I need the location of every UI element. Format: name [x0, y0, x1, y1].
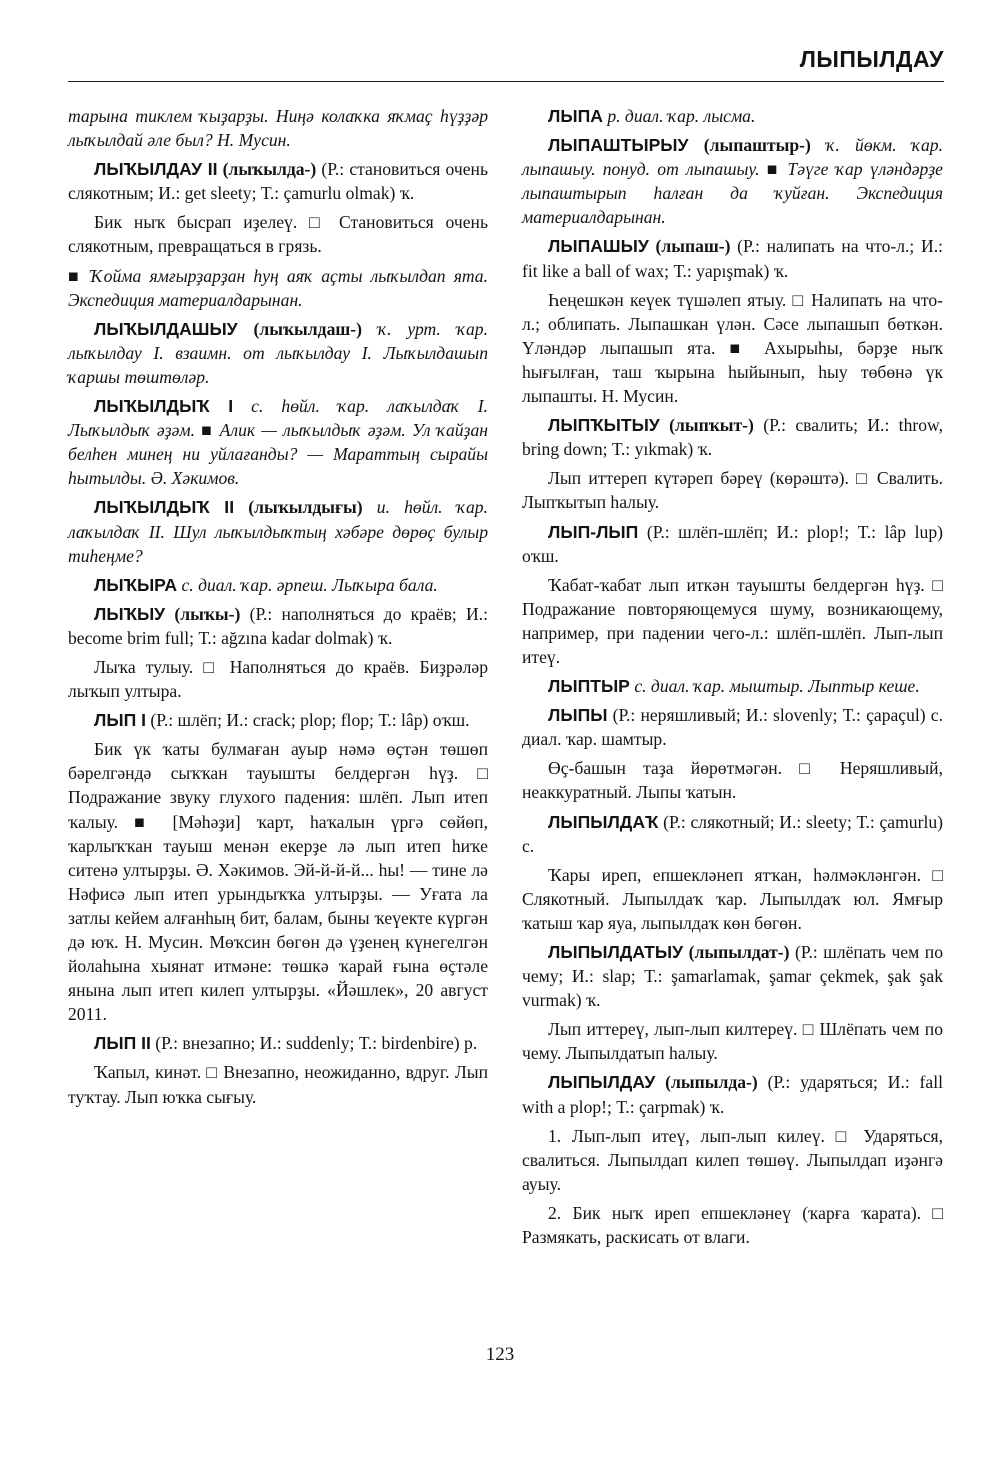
entry-lyp-1: ЛЫП I (Р.: шлёп; И.: crack; plop; flop; Т.: lâp) оҡш.	[94, 710, 470, 731]
entry-lypyldau: ЛЫПЫЛДАУ (лыпылда-) (Р.: ударяться; И.: fall with a plop!; Т.: çarpmak) ҡ.	[522, 1072, 943, 1117]
entry-example: Ҡапыл, кинәт. □ Внезапно, неожиданно, вдруг. Лып туҡтау. Лып юҡка сығыу.	[68, 1062, 488, 1107]
entry-lykyra: ЛЫҠЫРА с. диал. ҡар. әрпеш. Лыҡыра бала.	[94, 574, 438, 595]
entry-example: Бик үк ҡаты булмаған ауыр нәмә өҫтән төшөп бәрелгәндә сыҡҡан тауышты белдергән һүҙ. □ Подражание звуку глухого падения: шлёп. Лып итеп ҡалыу. ■ [Мәһәҙи] ҡарт, һаҡалын үргә сөйөп, ҡарлыҡҡан тауыш менән екерҙе лә лып итеп һиҡе ситенә ултырҙы. Ә. Хәкимов. Эй-й-й-й... һы! — тине лә Нәфисә лып итеп урындыҡҡа ултырҙы. — Уғата ла затлы кейем алғанһың бит, балам, быны ҡеүекте күргән дә юҡ. Н. Мусин. Мөҡсин бөгөн дә үҙенең күнегелгән йолаһына хыянат итмәне: төшкә ҡарай ғына өҫтәле янына лып итеп килеп ултырҙы. «Йәшлек», 20 август 2011.	[68, 739, 488, 1025]
entry-example: Ҡары иреп, епшекләнеп ятҡан, һәлмәкләнгән. □ Слякотный. Лыпылдаҡ ҡар. Лыпылдаҡ юл. Ямғыр ҡатыш ҡар яуа, лыпылдаҡ көн бөгөн.	[522, 864, 943, 933]
entry-sense-1: 1. Лып-лып итеү, лып-лып килеү. □ Ударяться, свалиться. Лыпылдап килеп төшөү. Лыпылдап иҙәнгә ауыу.	[522, 1125, 943, 1194]
entry-lykyldashyu: ЛЫҠЫЛДАШЫУ (лыҡылдаш-) ҡ. урт. ҡар. лыҡылдау I. взаимн. от лыҡылдау I. Лыҡылдашып ҡаршы төштөләр.	[68, 318, 488, 387]
headword: ЛЫПЫ	[548, 705, 608, 726]
entry-example: Бик ныҡ бысрап иҙелеү. □ Становиться очень слякотным, превращаться в грязь.	[68, 212, 488, 257]
entry-example: Өҫ-башын таҙа йөрөтмәгән. □ Неряшливый, неаккуратный. Лыпы ҡатын.	[522, 758, 943, 803]
headword: ЛЫП II	[94, 1033, 151, 1054]
headword: ЛЫПЫЛДАҠ	[548, 811, 659, 832]
headword: ЛЫПЫЛДАУ	[548, 1072, 656, 1093]
entry-lyp-2: ЛЫП II (Р.: внезапно; И.: suddenly; Т.: birdenbire) р.	[94, 1033, 478, 1054]
header-rule	[68, 81, 944, 82]
entry-lyp-lyp: ЛЫП-ЛЫП (Р.: шлёп-шлёп; И.: plop!; Т.: lâp lup) оҡш.	[522, 521, 943, 566]
entry-lypkytyu: ЛЫПҠЫТЫУ (лыпҡыт-) (Р.: свалить; И.: throw, bring down; Т.: yıkmak) ҡ.	[522, 415, 943, 460]
entry-sense-2: 2. Бик ныҡ иреп епшекләнеү (ҡарға ҡарата). □ Размякать, раскисать от влаги.	[522, 1202, 943, 1248]
page-number: 123	[485, 1344, 515, 1365]
headword: ЛЫҠЫЛДАУ II	[94, 159, 218, 180]
entry-example: Лыҡа тулыу. □ Наполняться до краёв. Биҙрәләр лыҡып ултыра.	[68, 656, 488, 702]
entry-lykyldyk-2: ЛЫҠЫЛДЫҠ II (лыҡылдығы) и. һөйл. ҡар. лаҡылдаҡ II. Шул лыҡылдыҡтың хәбәре дөрөҫ булыр тиһеңме?	[68, 497, 488, 566]
headword: ЛЫПҠЫТЫУ	[548, 415, 660, 436]
headword: ЛЫҠЫЛДЫҠ I	[94, 396, 234, 417]
headword: ЛЫҠЫРА	[94, 574, 178, 595]
left-column	[68, 104, 488, 1114]
entry-lykyldyk-1: ЛЫҠЫЛДЫҠ I с. һөйл. ҡар. лаҡылдаҡ I. Лыҡылдыҡ әҙәм. ■ Алик — лыҡылдыҡ әҙәм. Ул ҡайҙан белһен минең ни уйлағанды? — Мараттың сырайы һытылды. Ә. Хәкимов.	[68, 396, 489, 489]
headword: ЛЫПАШТЫРЫУ	[548, 135, 689, 156]
entry-lypyldak: ЛЫПЫЛДАҠ (Р.: слякотный; И.: sleety; Т.: çamurlu) с.	[522, 811, 943, 856]
entry-lyptyr: ЛЫПТЫР с. диал. ҡар. мыштыр. Лыптыр кеше.	[548, 676, 920, 697]
headword: ЛЫПАШЫУ	[548, 236, 649, 257]
entry-example: Лып иттереп күтәреп бәреү (көрәштә). □ Свалить. Лыпҡытып һалыу.	[522, 468, 943, 513]
headword: ЛЫП-ЛЫП	[548, 521, 639, 542]
entry-example: Лып иттереү, лып-лып килтереү. □ Шлёпать чем по чему. Лыпылдатып һалыу.	[522, 1019, 943, 1064]
entry-lypy: ЛЫПЫ (Р.: неряшливый; И.: slovenly; Т.: çapaçul) с. диал. ҡар. шамтыр.	[522, 705, 943, 750]
headword: ЛЫҠЫЛДЫҠ II	[94, 497, 235, 518]
continuation-text: тарына тиклем ҡыҙарҙы. Ниңә колаҡка яҡмаҫ һүҙҙәр лыҡылдай әле был? Н. Мусин.	[68, 106, 488, 151]
entry-lypashtyryu: ЛЫПАШТЫРЫУ (лыпаштыр-) ҡ. йөкм. ҡар. лыпашыу. понуд. от лыпашыу. ■ Тәүге ҡар үләндәрҙе лыпаштырып һалған да ҡуйған. Экспедиция материалдарынан.	[522, 135, 943, 228]
headword: ЛЫПЫЛДАТЫУ	[548, 942, 684, 962]
headword: ЛЫҠЫУ	[94, 603, 166, 624]
headword: ЛЫПА	[548, 106, 603, 126]
entry-citation: ■ Ҡойма ямғырҙарҙан һуң аяҡ аҫты лыҡылдап ята. Экспедиция материалдарынан.	[68, 265, 488, 310]
entry-lypyldatyu: ЛЫПЫЛДАТЫУ (лыпылдат-) (Р.: шлёпать чем по чему; И.: slap; Т.: şamarlamak, şamar çekmek, şak şak vurmak) ҡ.	[522, 942, 944, 1011]
entry-lypa: ЛЫПА р. диал. ҡар. лысма.	[548, 106, 756, 126]
headword: ЛЫҠЫЛДАШЫУ	[94, 318, 238, 339]
headword: ЛЫП I	[94, 710, 146, 731]
right-column	[522, 104, 943, 1254]
headword: ЛЫПТЫР	[548, 676, 630, 697]
entry-lykyu: ЛЫҠЫУ (лыҡы-) (Р.: наполняться до краёв; И.: become brim full; Т.: ağzına kadar dolmak) ҡ.	[68, 603, 488, 648]
entry-lykyldau-2: ЛЫҠЫЛДАУ II (лыҡылда-) (Р.: становиться очень слякотным; И.: get sleety; Т.: çamurlu olmak) ҡ.	[68, 159, 488, 204]
entry-example: Һеңешкән кеүек түшәлеп ятыу. □ Налипать на что-л.; облипать. Лыпашкан үлән. Сәсе лыпашып бөткән. Үләндәр лыпашып ята. ■ Ахырыһы, бәрҙе ныҡ һығылған, таш ҡырына һыйынып, һыу төбөнә үк лыпашты. Н. Мусин.	[522, 289, 943, 407]
entry-lypashyu: ЛЫПАШЫУ (лыпаш-) (Р.: налипать на что-л.; И.: fit like a ball of wax; Т.: yapışmak) ҡ.	[522, 236, 943, 281]
running-head: ЛЫПЫЛДАУ	[799, 46, 944, 72]
entry-example: Ҡабат-ҡабат лып иткән тауышты белдергән һүҙ. □ Подражание повторяющемуся шуму, возникающему, например, при падении чего-л.: шлёп-шлёп. Лып-лып итеү.	[522, 574, 943, 667]
